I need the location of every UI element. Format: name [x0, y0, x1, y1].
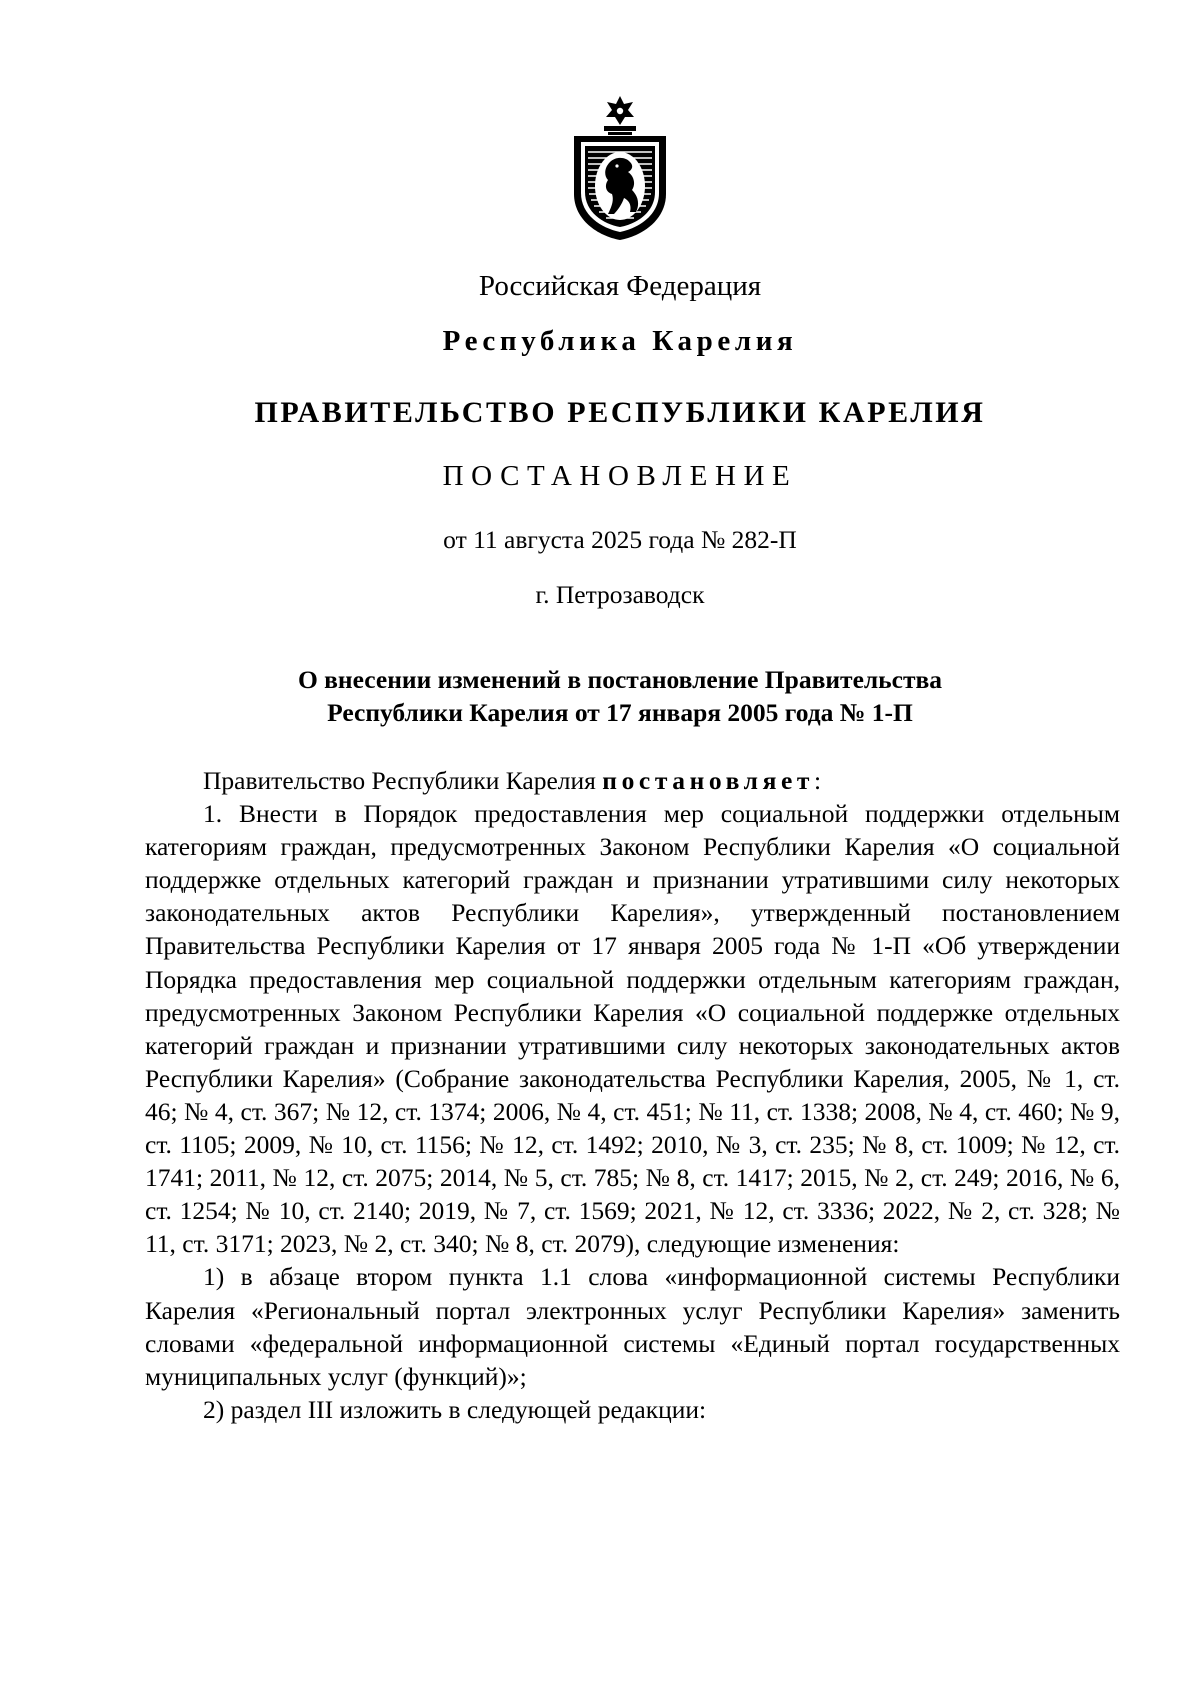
preamble-verb: постановляет: [602, 766, 815, 795]
document-type: ПОСТАНОВЛЕНИЕ: [442, 460, 798, 492]
government-name: ПРАВИТЕЛЬСТВО РЕСПУБЛИКИ КАРЕЛИЯ: [254, 396, 986, 429]
preamble-end: :: [814, 766, 822, 795]
preamble-text: Правительство Республики Карелия: [203, 766, 603, 795]
subitem-1-paragraph: 1) в абзаце втором пункта 1.1 слова «информационной системы Республики Карелия «Региональный портал электронных услуг Республики Карелия» заменить словами «федеральной информационной системы «Единый портал государственных муниципальных услуг (функций)»;: [145, 1262, 1120, 1391]
document-title: [0, 663, 1200, 729]
item-1-paragraph: 1. Внести в Порядок предоставления мер социальной поддержки отдельным категориям граждан, предусмотренных Законом Республики Карелия «О социальной поддержке отдельных категорий граждан и признании утратившими силу некоторых законодательных актов Республики Карелия», утвержденный постановлением Правительства Республики Карелия от 17 января 2005 года № 1-П «Об утверждении Порядка предоставления мер социальной поддержки отдельным категориям граждан, предусмотренных Законом Республики Карелия «О социальной поддержке отдельных категорий граждан и признании утратившими силу некоторых законодательных актов Республики Карелия» (Собрание законодательства Республики Карелия, 2005, № 1, ст. 46; № 4, ст. 367; № 12, ст. 1374; 2006, № 4, ст. 451; № 11, ст. 1338; 2008, № 4, ст. 460; № 9, ст. 1105; 2009, № 10, ст. 1156; № 12, ст. 1492; 2010, № 3, ст. 235; № 8, ст. 1009; № 12, ст. 1741; 2011, № 12, ст. 2075; 2014, № 5, ст. 785; № 8, ст. 1417; 2015, № 2, ст. 249; 2016, № 6, ст. 1254; № 10, ст. 2140; 2019, № 7, ст. 1569; 2021, № 12, ст. 3336; 2022, № 2, ст. 328; № 11, ст. 3171; 2023, № 2, ст. 340; № 8, ст. 2079), следующие изменения:: [145, 799, 1120, 1259]
document-title-line-2: Республики Карелия от 17 января 2005 года № 1-П: [327, 698, 913, 727]
document-date-number: от 11 августа 2025 года № 282-П: [443, 525, 797, 554]
country-name: Российская Федерация: [478, 270, 762, 302]
document-city: г. Петрозаводск: [535, 580, 705, 609]
document-body: [145, 764, 1120, 1426]
preamble-paragraph: [145, 764, 1120, 797]
karelia-coat-of-arms-icon: [570, 96, 670, 242]
subitem-2-paragraph: 2) раздел III изложить в следующей редакции:: [203, 1394, 707, 1424]
document-title-line-1: О внесении изменений в постановление Правительства: [297, 665, 943, 694]
republic-name: Республика Карелия: [442, 325, 798, 357]
